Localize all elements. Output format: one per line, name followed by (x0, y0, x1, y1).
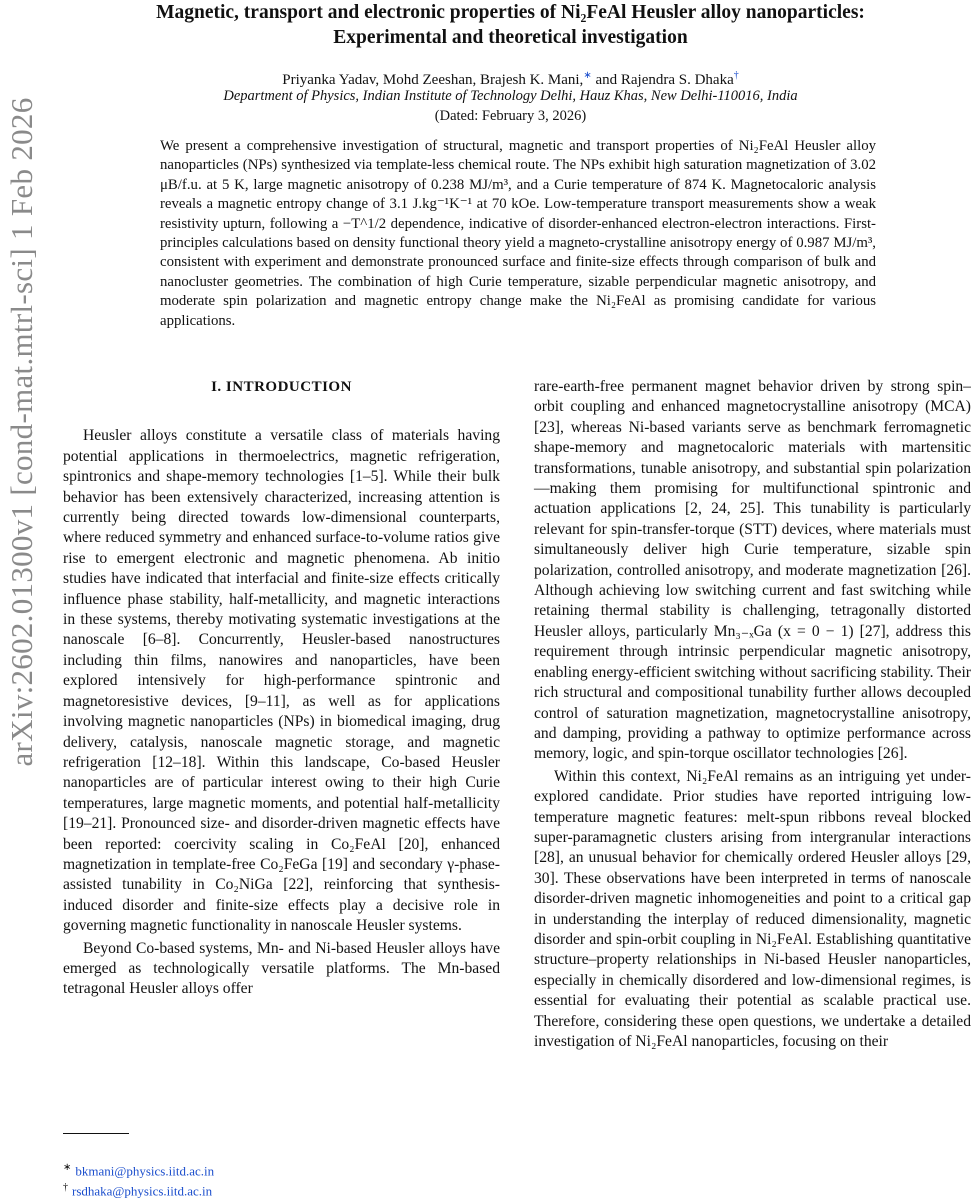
section-heading: I. INTRODUCTION (211, 379, 352, 395)
footnote-2-mark: † (63, 1182, 68, 1194)
footnote-2 (63, 1179, 214, 1199)
paper-title (50, 0, 971, 50)
footnote-1 (63, 1159, 214, 1179)
author-last: and Rajendra S. Dhaka (591, 72, 734, 88)
author-list (50, 66, 971, 90)
right-column (534, 377, 971, 1052)
footnote-2-email[interactable]: rsdhaka@physics.iitd.ac.in (72, 1183, 213, 1199)
intro-paragraph-3: Within this context, Ni₂FeAl remains as an intriguing yet under-explored candidate. Prior studies have reported intriguing low-temperature magnetic features: melt-spun ribbons reveal blocked super-paramagnetic clusters arising from intergranular interactions [28], an unusual behavior for chemically ordered Heusler alloys [29, 30]. These observations have been interpreted in terms of nanoscale disorder-driven magnetic inhomogeneities and point to a critical gap in understanding the interplay of reduced dimensionality, magnetic disorder and spin-orbit coupling in Ni₂FeAl. Establishing quantitative structure–property relationships in Ni-based Heusler nanoparticles, especially in chemically disordered and low-dimensional regimes, is essential for evaluating their potential as scalable practical use. Therefore, considering these open questions, we undertake a detailed investigation of Ni₂FeAl nanoparticles, focusing on their (534, 767, 971, 1050)
intro-paragraph-1: Heusler alloys constitute a versatile class of materials having potential applications in thermoelectrics, magnetic refrigeration, spintronics and shape-memory technologies [1–5]. While their bulk behavior has been extensively characterized, increasing attention is currently being directed towards low-dimensional counterparts, where reduced symmetry and enhanced surface-to-volume ratios give rise to emergent electronic and magnetic phenomena. Ab initio studies have indicated that interfacial and finite-size effects critically influence phase stability, half-metallicity, and magnetic interactions in these systems, thereby motivating systematic investigations at the nanoscale [6–8]. Concurrently, Heusler-based nanostructures including thin films, nanowires and nanoparticles, have been explored intensively for high-performance spintronic and magnetoresistive devices, [9–11], as well as for applications involving magnetic nanoparticles (NPs) in biomedical imaging, drug delivery, catalysis, nanoscale magnetic storage, and magnetic refrigeration [12–18]. Within this landscape, Co-based Heusler nanoparticles are of particular interest owing to their high Curie temperatures, large magnetic moments, and potential half-metallicity [19–21]. Pronounced size- and disorder-driven magnetic effects have been reported: coercivity scaling in Co₂FeAl [20], enhanced magnetization in template-free Co₂FeGa [19] and secondary γ-phase-assisted tunability in Co₂NiGa [22], reinforcing that synthesis-induced disorder and finite-size effects play a decisive role in governing magnetic functionality in nanoscale Heusler systems. (63, 427, 500, 935)
footnote-divider (63, 1133, 129, 1134)
paper-title-line-2: Experimental and theoretical investigation (333, 27, 688, 48)
author-names: Priyanka Yadav, Mohd Zeeshan, Brajesh K. Mani, (282, 72, 584, 88)
date-line: (Dated: February 3, 2026) (434, 108, 587, 124)
corresponding-mark-1[interactable]: ∗ (583, 70, 592, 81)
intro-paragraph-2-continued: rare-earth-free permanent magnet behavior driven by strong spin–orbit coupling and enhanced magnetocrystalline anisotropy (MCA) [23], whereas Ni-based variants serve as benchmark ferromagnetic shape-memory and magnetocaloric materials with martensitic transformations, tunable anisotropy, and substantial spin polarization—making them promising for multifunctional spintronic and actuation applications [2, 24, 25]. This tunability is particularly relevant for spin-transfer-torque (STT) devices, where materials must simultaneously deliver high Curie temperature, sizable spin polarization, controlled anisotropy, and moderate magnetization [26]. Although achieving low switching current and fast switching while retaining thermal stability is challenging, tetragonally distorted Heusler alloys, particularly Mn₃₋ₓGa (x = 0 − 1) [27], address this requirement through intrinsic perpendicular magnetic anisotropy, enabling energy-efficient switching without sacrificing stability. Their rich structural and compositional tunability further allows decoupled control of saturation magnetization, magnetocrystalline anisotropy, and damping, providing a pathway to optimize performance across memory, logic, and spin-torque oscillator technologies [26]. (534, 378, 971, 763)
paper-title-line-1: Magnetic, transport and electronic properties of Ni₂FeAl Heusler alloy nanoparticles: (156, 2, 865, 23)
intro-paragraph-2: Beyond Co-based systems, Mn- and Ni-based Heusler alloys have emerged as technologically versatile platforms. The Mn-based tetragonal Heusler alloys offer (63, 939, 500, 998)
left-column (63, 377, 500, 1000)
abstract: We present a comprehensive investigation of structural, magnetic and transport properties of Ni₂FeAl Heusler alloy nanoparticles (NPs) synthesized via template-less chemical route. The NPs exhibit high saturation magnetization of 3.02 μB/f.u. at 5 K, large magnetic anisotropy of 0.238 MJ/m³, and a Curie temperature of 874 K. Magnetocaloric analysis reveals a magnetic entropy change of 3.1 J.kg⁻¹K⁻¹ at 70 kOe. Low-temperature transport measurements show a weak resistivity upturn, following a −T^1/2 dependence, indicative of disorder-enhanced electron-electron interactions. First-principles calculations based on density functional theory yield a magneto-crystalline anisotropy energy of 0.987 MJ/m³, consistent with experiment and demonstrate pronounced surface and finite-size effects through comparison of bulk and nanocluster geometries. The combination of high Curie temperature, sizable perpendicular magnetic anisotropy, and moderate spin polarization and magnetic entropy change make the Ni₂FeAl as promising candidate for various applications. (160, 138, 876, 329)
footnote-1-mark: ∗ (63, 1162, 72, 1173)
footnote-1-email[interactable]: bkmani@physics.iitd.ac.in (75, 1163, 215, 1179)
affiliation: Department of Physics, Indian Institute of Technology Delhi, Hauz Khas, New Delhi-110016, India (223, 88, 798, 104)
arxiv-identifier: arXiv:2602.01300v1 [cond-mat.mtrl-sci] 1 Feb 2026 (4, 97, 39, 767)
corresponding-mark-2[interactable]: † (733, 70, 739, 81)
arxiv-sidebar-stamp (0, 97, 44, 767)
footnotes (63, 1159, 214, 1200)
